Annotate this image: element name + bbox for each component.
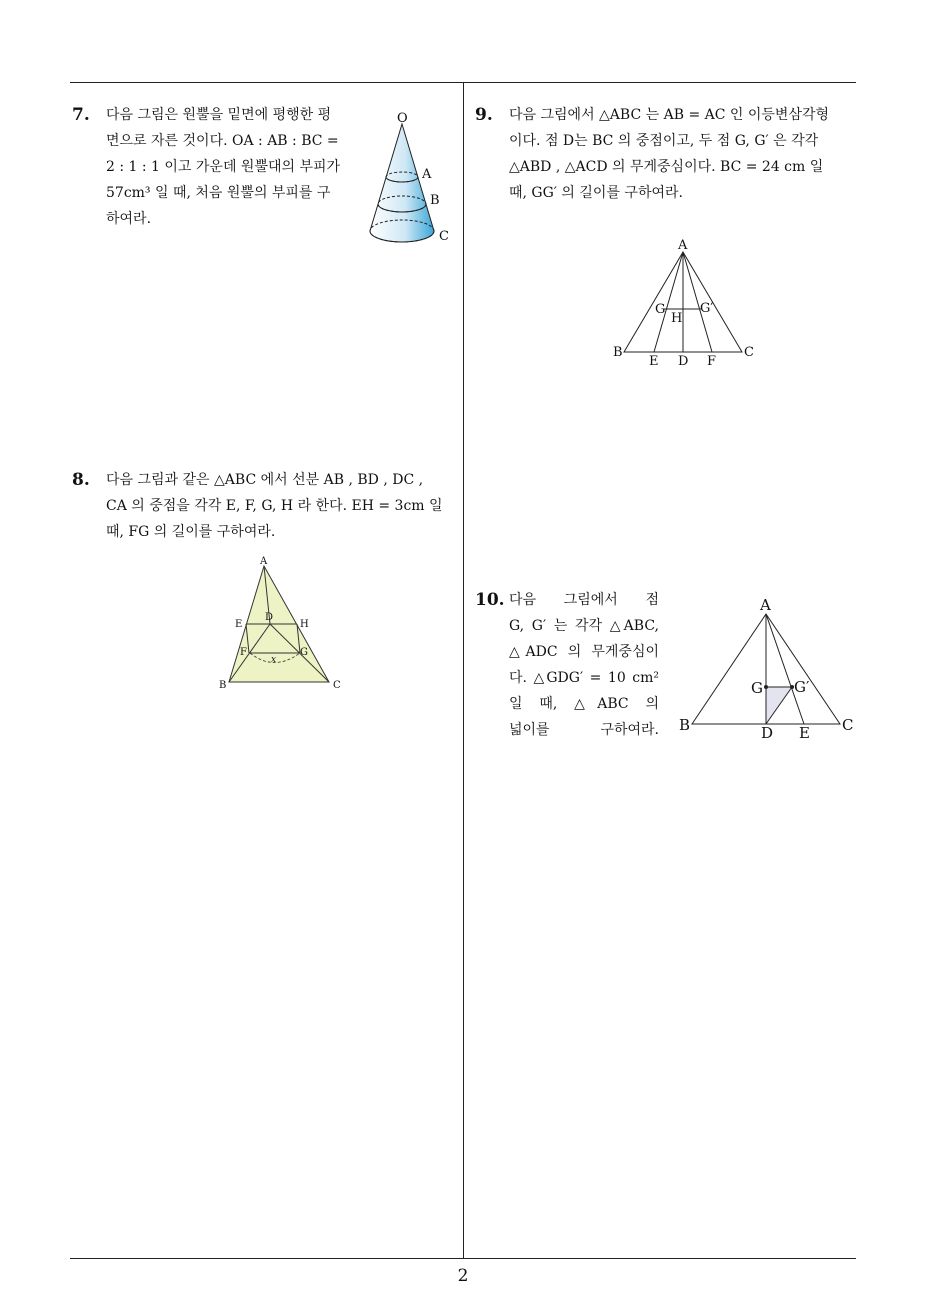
problem-line: 때, GG′ 의 길이를 구하여라.	[509, 185, 683, 201]
problem-line: 때, FG 의 길이를 구하여라.	[106, 524, 276, 540]
problem-number: 10.	[475, 590, 505, 610]
problem-text	[106, 102, 356, 232]
label-x: x	[271, 655, 277, 665]
problem-line: G, G′ 는 각각 △ABC,	[509, 618, 659, 634]
problem-text	[106, 467, 456, 545]
label-G-prime: G′	[700, 301, 714, 316]
label-O: O	[397, 111, 408, 126]
problem-line: 넓이를 구하여라.	[509, 722, 659, 738]
label-C: C	[439, 229, 449, 244]
problem-line: 다. △GDG′ = 10 cm²	[509, 670, 659, 686]
label-G: G	[751, 679, 763, 697]
label-E: E	[649, 354, 659, 369]
problem-line: △ADC 의 무게중심이	[509, 644, 659, 660]
problem-7	[72, 102, 362, 242]
label-B: B	[219, 680, 227, 691]
label-F: F	[240, 647, 247, 658]
problem-number: 7.	[72, 105, 90, 125]
problem-line: 다음 그림은 원뿔을 밑면에 평행한 평	[106, 107, 332, 123]
problem-line: 면으로 자른 것이다. OA : AB : BC =	[106, 133, 339, 149]
problem-line: 다음 그림과 같은 △ABC 에서 선분 AB , BD , DC ,	[106, 472, 424, 488]
problem-line: 다음 그림에서 △ABC 는 AB = AC 인 이등변삼각형	[509, 107, 830, 123]
label-C: C	[842, 716, 854, 734]
problem-9	[475, 102, 859, 212]
cone-figure	[362, 104, 462, 252]
label-H: H	[671, 311, 683, 326]
problem-number: 9.	[475, 105, 493, 125]
problem-line: 일 때, △ABC 의	[509, 696, 659, 712]
label-G: G	[655, 302, 666, 317]
label-D: D	[265, 612, 274, 623]
problem-line: 하여라.	[106, 211, 152, 227]
problem-text	[509, 102, 857, 206]
problem-8	[72, 467, 458, 551]
problem-line: 다음 그림에서 점	[509, 592, 659, 608]
label-H: H	[300, 619, 309, 630]
problem-text	[509, 587, 659, 743]
label-F: F	[707, 354, 717, 369]
triangle-figure-9	[608, 236, 760, 370]
triangle-figure-10	[676, 596, 860, 742]
page-number: 2	[457, 1266, 469, 1286]
label-C: C	[744, 345, 754, 360]
point-G	[764, 685, 768, 689]
triangle-figure-8	[214, 554, 344, 694]
problem-line: 2 : 1 : 1 이고 가운데 원뿔대의 부피가	[106, 159, 341, 175]
problem-line: 이다. 점 D는 BC 의 중점이고, 두 점 G, G′ 은 각각	[509, 133, 819, 149]
problem-10	[475, 587, 665, 747]
cone-body	[370, 124, 434, 242]
label-A: A	[260, 556, 268, 567]
label-C: C	[333, 680, 341, 691]
bottom-rule	[70, 1258, 856, 1259]
problem-number: 8.	[72, 470, 90, 490]
label-B: B	[613, 345, 623, 360]
label-D: D	[761, 724, 774, 742]
label-G-prime: G′	[794, 678, 810, 696]
label-D: D	[678, 354, 689, 369]
label-B: B	[430, 193, 440, 208]
label-A: A	[422, 167, 432, 182]
column-divider	[463, 83, 464, 1259]
problem-line: △ABD , △ACD 의 무게중심이다. BC = 24 cm 일	[509, 159, 824, 175]
label-A: A	[760, 596, 771, 614]
label-G: G	[300, 647, 308, 658]
label-A: A	[678, 238, 688, 253]
problem-line: 57cm³ 일 때, 처음 원뿔의 부피를 구	[106, 185, 331, 201]
label-E: E	[799, 724, 810, 742]
label-E: E	[235, 619, 243, 630]
label-B: B	[679, 716, 691, 734]
problem-line: CA 의 중점을 각각 E, F, G, H 라 한다. EH = 3cm 일	[106, 498, 443, 514]
